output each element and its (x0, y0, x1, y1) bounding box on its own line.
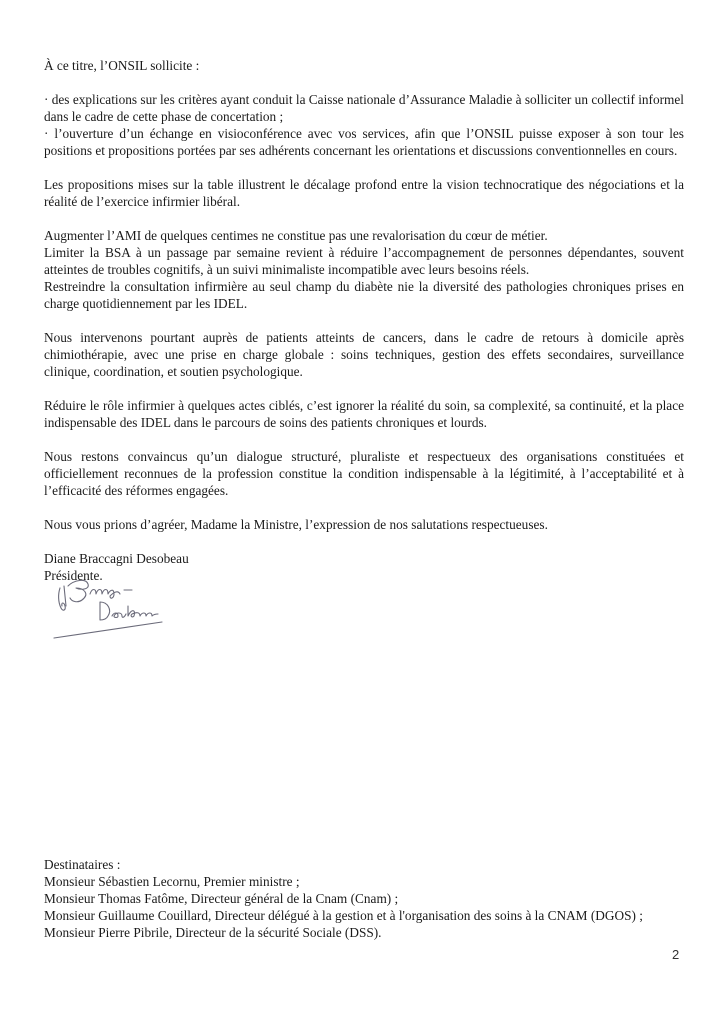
paragraph-gap: Les propositions mises sur la table illustrent le décalage profond entre la vision technocratique des négociations et la réalité de l’exercice infirmier libéral. (44, 177, 684, 209)
recipient-item: Monsieur Guillaume Couillard, Directeur délégué à la gestion et à l'organisation des soins à la CNAM (DGOS) ; (44, 908, 643, 923)
requests-list (44, 91, 684, 159)
paragraph-cancer: Nous intervenons pourtant auprès de patients atteints de cancers, dans le cadre de retours à domicile après chimiothérapie, avec une prise en charge globale : soins techniques, gestion des effets secondaires, surveillance clinique, coordination, et soutien psychologique. (44, 330, 684, 379)
handwritten-signature-icon (52, 572, 172, 642)
recipients-block (44, 856, 694, 941)
request-item: · l’ouverture d’un échange en visioconférence avec vos services, afin que l’ONSIL puisse exposer à son tour les positions et propositions portées par ses adhérents concernant les orientations et discussions conventionnelles en cours. (44, 126, 684, 158)
recipient-item: Monsieur Thomas Fatôme, Directeur général de la Cnam (Cnam) ; (44, 891, 399, 906)
signer-name: Diane Braccagni Desobeau (44, 551, 189, 566)
page-number: 2 (672, 947, 680, 962)
closing-formula: Nous vous prions d’agréer, Madame la Ministre, l’expression de nos salutations respectueuses. (44, 517, 548, 532)
recipient-item: Monsieur Sébastien Lecornu, Premier ministre ; (44, 874, 300, 889)
points-list (44, 227, 684, 312)
recipient-item: Monsieur Pierre Pibrile, Directeur de la sécurité Sociale (DSS). (44, 925, 382, 940)
request-item: · des explications sur les critères ayant conduit la Caisse nationale d’Assurance Maladie à solliciter un collectif informel dans le cadre de cette phase de concertation ; (44, 92, 684, 124)
paragraph-role: Réduire le rôle infirmier à quelques actes ciblés, c’est ignorer la réalité du soin, sa complexité, sa continuité, et la place indispensable des IDEL dans le parcours de soins des patients chroniques et lourds. (44, 398, 684, 430)
signer-title: Présidente. (44, 568, 103, 583)
point-consultation: Restreindre la consultation infirmière au seul champ du diabète nie la diversité des pathologies chroniques prises en charge quotidiennement par les IDEL. (44, 279, 684, 311)
point-bsa: Limiter la BSA à un passage par semaine revient à réduire l’accompagnement de personnes dépendantes, souvent atteintes de troubles cognitifs, à un suivi minimaliste incompatible avec leurs besoins réels. (44, 245, 684, 277)
point-ami: Augmenter l’AMI de quelques centimes ne constitue pas une revalorisation du cœur de métier. (44, 228, 548, 243)
recipients-heading: Destinataires : (44, 857, 121, 872)
paragraph-dialogue: Nous restons convaincus qu’un dialogue structuré, pluraliste et respectueux des organisations constituées et officiellement reconnues de la profession constitue la condition indispensable à la légitimité, à l’acceptabilité et à l’efficacité des réformes engagées. (44, 449, 684, 498)
letter-body (44, 57, 684, 584)
intro-line: À ce titre, l’ONSIL sollicite : (44, 58, 200, 73)
